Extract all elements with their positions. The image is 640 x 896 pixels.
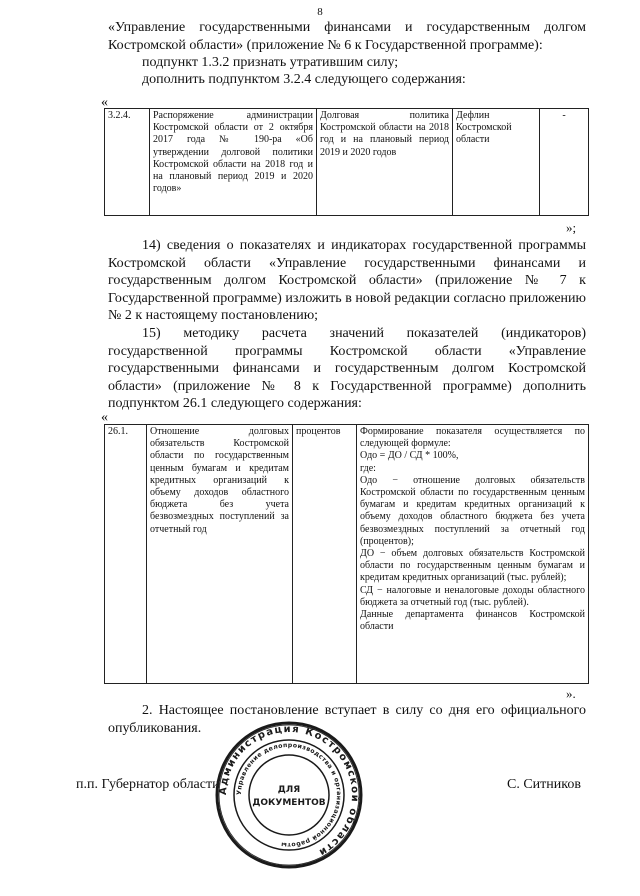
item-15: 15) методику расчета значений показателей (индикаторов) государственной программы Костромской области «Управление государственными финансами и государственным долгом Костромской области» (приложение № 8 к Государственной программе) дополнить подпунктом 26.1 следующего содержания: <box>108 326 586 411</box>
table1-title: Долговая политика Костромской области на 2018 год и на плановый период 2019 и 2020 годов <box>317 109 453 216</box>
page-number: 8 <box>317 6 323 18</box>
seal-center-line1: ДЛЯ <box>277 785 301 795</box>
method-source: Данные департамента финансов Костромской области <box>360 609 585 633</box>
quote-close-2: ». <box>566 686 576 701</box>
table2-unit: процентов <box>293 425 357 684</box>
table2-indicator: Отношение долговых обязательств Костромской области по государственным ценным бумагам и кредитам кредитных организаций к объему доходов областного бюджета без учета безвозмездных поступлений за отчетный год <box>147 425 293 684</box>
table-subpoint-3-2-4 <box>104 108 589 216</box>
seal-center-line2: ДОКУМЕНТОВ <box>252 798 326 808</box>
intro-line-add: дополнить подпунктом 3.2.4 следующего содержания: <box>142 72 466 87</box>
quote-open-1: « <box>101 95 108 110</box>
table2-method <box>357 425 589 684</box>
signature-name: С. Ситников <box>507 777 581 792</box>
intro-line-repeal: подпункт 1.3.2 признать утратившим силу; <box>142 55 399 70</box>
quote-close-1: »; <box>566 220 577 235</box>
table1-num: 3.2.4. <box>105 109 150 216</box>
item-14: 14) сведения о показателях и индикаторах государственной программы Костромской области «Управление государственными финансами и государственным долгом Костромской области» (приложение № 7 к Государственной программе) изложить в новой редакции согласно приложению № 2 к настоящему постановлению; <box>108 238 586 323</box>
signature-position: п.п. Губернатор области <box>76 777 220 792</box>
svg-text:Управление делопроизводства и <box>236 742 342 849</box>
method-formula: Одо = ДО / СД * 100%, <box>360 450 459 462</box>
table-row <box>105 109 589 216</box>
seal-inner-text: Управление делопроизводства и организационной работы <box>235 741 343 849</box>
quote-open-2: « <box>101 410 108 425</box>
intro-paragraph: «Управление государственными финансами и государственным долгом Костромской области» (приложение № 6 к Государственной программе): <box>108 20 586 53</box>
table1-document: Распоряжение администрации Костромской области от 2 октября 2017 года № 190-ра «Об утверждении долговой политики Костромской области на 2018 год и на плановый период 2019 и 2020 годов» <box>150 109 317 216</box>
table2-num: 26.1. <box>105 425 147 684</box>
item-2: 2. Настоящее постановление вступает в силу со дня его официального опубликования. <box>108 703 586 736</box>
table-subpoint-26-1 <box>104 424 589 684</box>
method-line: Одо − отношение долговых обязательств Костромской области по государственным ценным бумагам и кредитам кредитных организаций к объему доходов областного бюджета без учета безвозмездных поступлений за отчетный год (процентов); <box>360 474 585 547</box>
method-line: Формирование показателя осуществляется по следующей формуле: <box>360 426 585 450</box>
table1-note: - <box>540 109 589 216</box>
official-seal <box>214 720 364 870</box>
table-row <box>105 425 589 684</box>
table1-executor: Дефлин Костромской области <box>453 109 540 216</box>
method-line: ДО − объем долговых обязательств Костромской области по государственным ценным бумагам и кредитам кредитных организаций (тыс. рублей); <box>360 548 585 584</box>
method-line: СД − налоговые и неналоговые доходы областного бюджета за отчетный год (тыс. рублей). <box>360 584 585 608</box>
method-line: где: <box>360 462 376 474</box>
seal-outer-text: Администрация Костромской области <box>217 723 361 859</box>
